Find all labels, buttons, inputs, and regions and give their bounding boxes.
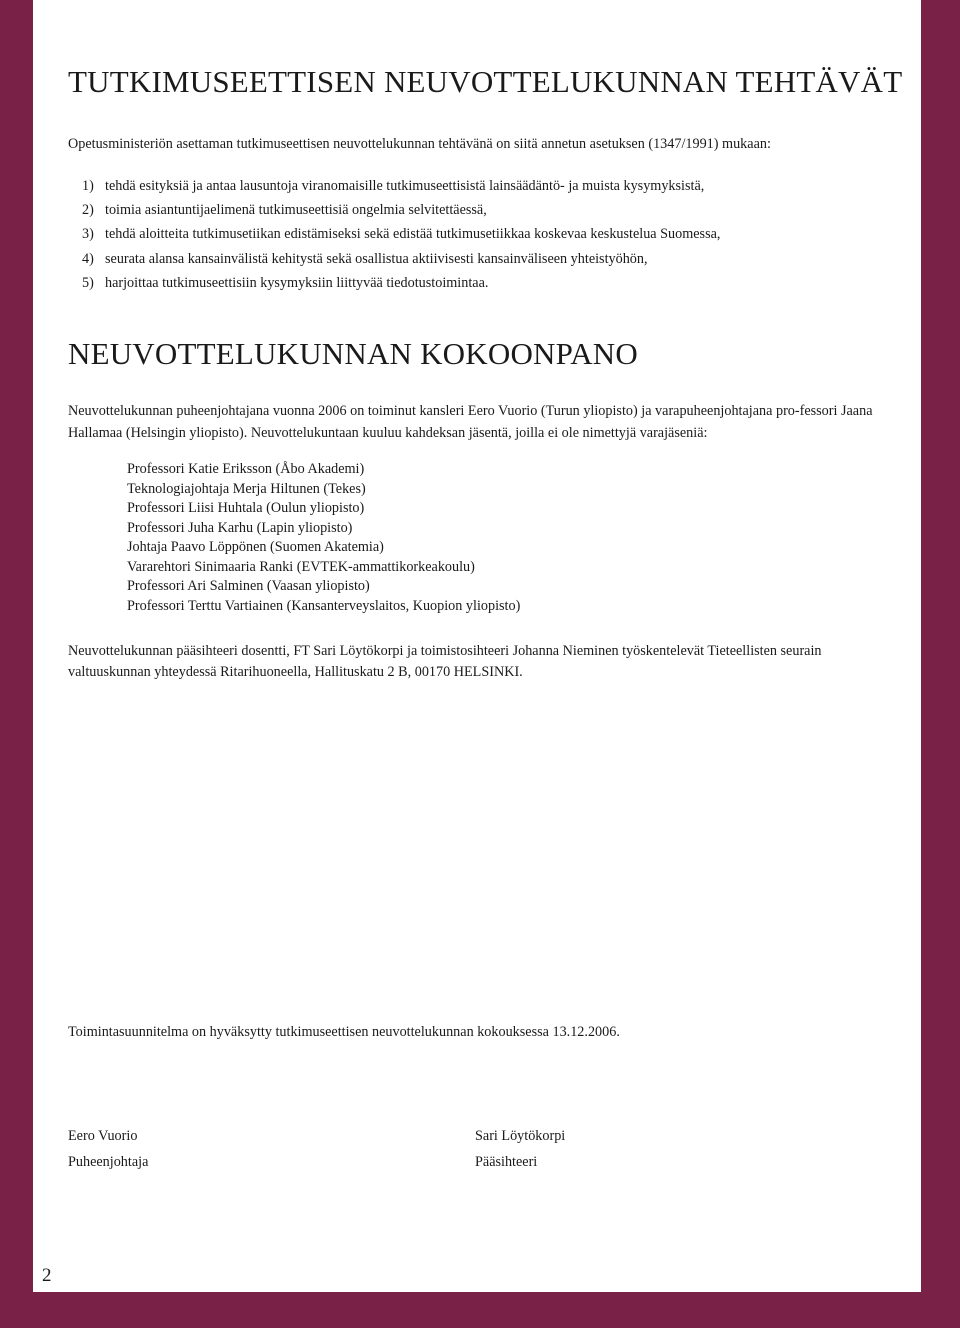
list-item [82, 200, 720, 224]
signature-role-chair: Puheenjohtaja [68, 1154, 149, 1170]
member-item: Professori Ari Salminen (Vaasan yliopisto) [127, 578, 370, 594]
tasks-list [82, 176, 720, 297]
signature-name-secretary: Sari Löytökorpi [475, 1128, 566, 1144]
secretary-paragraph: Neuvottelukunnan pääsihteeri dosentti, FT Sari Löytökorpi ja toimistosihteeri Johanna Nieminen työskentelevät Tieteellisten seurain valtuuskunnan yhteydessä Ritarihuoneella, Hallituskatu 2 B, 00170 HELSINKI. [68, 643, 822, 680]
document-page [33, 0, 921, 1292]
approval-statement: Toimintasuunnitelma on hyväksytty tutkimuseettisen neuvottelukunnan kokouksessa 13.12.2006. [68, 1024, 620, 1040]
member-item: Teknologiajohtaja Merja Hiltunen (Tekes) [127, 480, 366, 497]
member-item: Professori Juha Karhu (Lapin yliopisto) [127, 519, 353, 536]
list-item [82, 249, 720, 273]
member-item: Vararehtori Sinimaaria Ranki (EVTEK-ammattikorkeakoulu) [127, 558, 475, 575]
list-item-text: toimia asiantuntijaelimenä tutkimuseettisiä ongelmia selvitettäessä, [105, 202, 487, 219]
list-item-text: harjoittaa tutkimuseettisiin kysymyksiin liittyvää tiedotustoimintaa. [105, 274, 489, 291]
signature-role-secretary: Pääsihteeri [475, 1154, 538, 1170]
member-item: Professori Liisi Huhtala (Oulun yliopisto) [127, 500, 365, 516]
list-item-number: 5) [82, 274, 94, 291]
list-item [82, 273, 720, 297]
tasks-intro: Opetusministeriön asettaman tutkimuseettisen neuvottelukunnan tehtävänä on siitä annetun asetuksen (1347/1991) mukaan: [68, 136, 771, 152]
members-list [127, 460, 520, 616]
list-item-text: tehdä aloitteita tutkimusetiikan edistämiseksi sekä edistää tutkimusetiikkaa koskevaa keskustelua Suomessa, [105, 226, 721, 243]
list-item [82, 224, 720, 248]
list-item-number: 3) [82, 226, 94, 243]
list-item-text: seurata alansa kansainvälistä kehitystä sekä osallistua aktiivisesti kansainväliseen yhteistyöhön, [105, 250, 648, 267]
signature-name-chair: Eero Vuorio [68, 1128, 138, 1144]
list-item [82, 176, 720, 200]
page-number: 2 [42, 1265, 52, 1286]
member-item: Johtaja Paavo Löppönen (Suomen Akatemia) [127, 539, 384, 555]
list-item-number: 2) [82, 202, 94, 219]
member-item: Professori Katie Eriksson (Åbo Akademi) [127, 461, 365, 477]
list-item-number: 1) [82, 178, 94, 194]
member-item: Professori Terttu Vartiainen (Kansanterveyslaitos, Kuopion yliopisto) [127, 597, 521, 614]
tasks-heading: TUTKIMUSEETTISEN NEUVOTTELUKUNNAN TEHTÄVÄT [68, 64, 903, 99]
composition-heading: NEUVOTTELUKUNNAN KOKOONPANO [68, 336, 638, 371]
composition-intro: Neuvottelukunnan puheenjohtajana vuonna 2006 on toiminut kansleri Eero Vuorio (Turun yliopisto) ja varapuheenjohtajana pro-fessori Jaana Hallamaa (Helsingin yliopisto). Neuvottelukuntaan kuuluu kahdeksan jäsentä, joilla ei ole nimettyjä varajäseniä: [68, 403, 873, 441]
list-item-number: 4) [82, 250, 94, 267]
list-item-text: tehdä esityksiä ja antaa lausuntoja viranomaisille tutkimuseettisistä lainsäädäntö- ja muista kysymyksistä, [105, 178, 705, 194]
